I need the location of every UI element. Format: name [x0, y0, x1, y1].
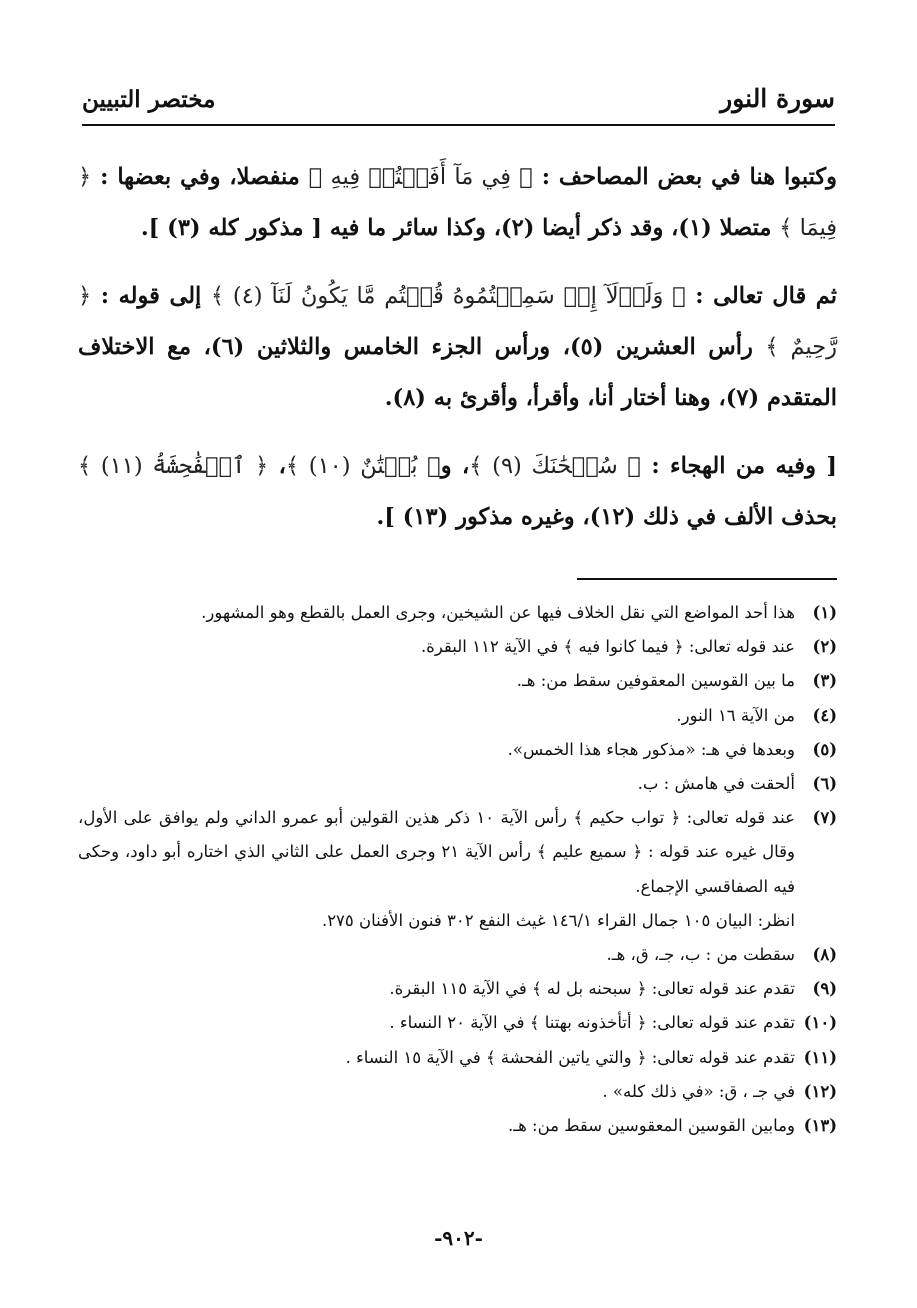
footnote-number: (٧)	[812, 808, 837, 828]
quran-quote: ﴿ وَلَوۡلَآ إِذۡ سَمِعۡتُمُوهُ قُلۡتُم مَّا يَكُونُ لَنَآ (٤) ﴾	[210, 283, 686, 309]
footnote	[78, 1041, 837, 1075]
footnote	[78, 733, 837, 767]
footnote-text: ومابين القوسين المعقوسين سقط من: هـ.	[508, 1116, 795, 1136]
footnote-text: ما بين القوسين المعقوفين سقط من: هـ.	[516, 671, 795, 691]
footnote-number: (١)	[812, 603, 837, 622]
footnote	[78, 664, 837, 698]
paragraph-1	[78, 152, 837, 254]
text-run: ،	[268, 453, 286, 479]
footnote-number: (٩)	[812, 979, 837, 999]
footnote-number: (٨)	[812, 945, 837, 965]
footnote-number: (١١)	[803, 1047, 837, 1067]
footnote-text: من الآية ١٦ النور.	[676, 705, 795, 725]
footnote-text: سقطت من : ب، جـ، ق، هـ.	[606, 945, 795, 965]
footnote	[78, 801, 837, 904]
text-run: ، و	[440, 453, 470, 479]
footnote-text: تقدم عند قوله تعالى: ﴿ سبحنه بل له ﴾ في الآية ١١٥ البقرة.	[389, 979, 795, 999]
footnote	[78, 699, 837, 733]
footnote	[78, 1006, 837, 1040]
footnote-number: (٥)	[812, 739, 837, 759]
text-run: إلى قوله :	[91, 283, 211, 309]
text-run: ثم قال تعالى :	[685, 283, 837, 309]
footnote	[78, 938, 837, 972]
footnote-text: وبعدها في هـ: «مذكور هجاء هذا الخمس».	[507, 739, 795, 759]
footnote-text: تقدم عند قوله تعالى: ﴿ أتأخذونه بهتنا ﴾ في الآية ٢٠ النساء .	[389, 1013, 795, 1033]
surah-title: سورة النور	[720, 84, 835, 113]
footnote-number: (٣)	[812, 671, 837, 691]
quran-quote: ﴿ بُهۡتَٰنٌ (١٠) ﴾	[285, 453, 441, 479]
text-run: منفصلا، وفي بعضها :	[91, 164, 309, 190]
footnote-separator	[577, 578, 837, 580]
main-text	[78, 152, 837, 543]
quran-quote: ﴿ ٱلۡفَٰحِشَةُ (١١) ﴾	[78, 453, 269, 479]
footnote-number: (٢)	[812, 637, 837, 657]
text-run: بحذف الألف في ذلك (١٢)، وغيره مذكور (١٣) ].	[376, 504, 837, 530]
paragraph-3	[78, 441, 837, 543]
text-run: وكتبوا هنا في بعض المصاحف :	[532, 164, 838, 190]
quran-quote: ﴿ فِيمَا ﴾	[78, 164, 837, 241]
footnotes	[78, 596, 837, 1143]
quran-quote: ﴿ سُبۡحَٰنَكَ (٩) ﴾	[469, 453, 641, 479]
footnote-text: تقدم عند قوله تعالى: ﴿ والتي ياتين الفحشة ﴾ في الآية ١٥ النساء .	[345, 1047, 795, 1067]
text-run: رأس العشرين (٥)، ورأس الجزء الخامس والثلاثين (٦)، مع الاختلاف المتقدم (٧)، وهنا أختار أنا، وأقرأ، وأقرئ به (٨).	[78, 334, 837, 411]
quran-quote: ﴿ رَّحِيمٌ ﴾	[78, 283, 837, 360]
book-title: مختصر التبيين	[82, 86, 216, 113]
text-run: متصلا (١)، وقد ذكر أيضا (٢)، وكذا سائر ما فيه [ مذكور كله (٣) ].	[140, 215, 780, 241]
text-run: [ وفيه من الهجاء :	[640, 453, 837, 479]
page-number: -٩٠٢-	[434, 1226, 483, 1250]
footnote-text: عند قوله تعالى: ﴿ فيما كانوا فيه ﴾ في الآية ١١٢ البقرة.	[420, 637, 795, 657]
footnote-number: (١٣)	[803, 1116, 837, 1136]
quran-quote: ﴿ فِي مَآ أَفَضۡتُمۡ فِيهِ ﴾	[308, 164, 533, 190]
footnote-number: (٦)	[812, 774, 837, 794]
footnote	[78, 972, 837, 1006]
footnote-number: (١٠)	[803, 1013, 837, 1033]
footnote	[78, 596, 837, 630]
footnote-text: عند قوله تعالى: ﴿ تواب حكيم ﴾ رأس الآية ١٠ ذكر هذين القولين أبو عمرو الداني ولم يوافق على الأول، وقال غيره عند قوله : ﴿ سميع عليم ﴾ رأس الآية ٢١ وجرى العمل على الثاني الذي اختاره أبو داود، وحكى فيه الصفاقسي الإجماع.	[78, 808, 795, 896]
footnote-reference-line: انظر: البيان ١٠٥ جمال القراء ١٤٦/١ غيث النفع ٣٠٢ فنون الأفنان ٢٧٥.	[321, 910, 795, 930]
footnote	[78, 630, 837, 664]
header-rule	[82, 124, 835, 126]
footnote-number: (١٢)	[803, 1081, 837, 1101]
paragraph-2	[78, 271, 837, 424]
footnote-text: ألحقت في هامش : ب.	[637, 774, 795, 794]
footnote-text: هذا أحد المواضع التي نقل الخلاف فيها عن الشيخين، وجرى العمل بالقطع وهو المشهور.	[201, 603, 795, 622]
footnote	[78, 1075, 837, 1109]
footnote	[78, 1109, 837, 1143]
footnote-number: (٤)	[812, 705, 837, 725]
footnote-text: في جـ ، ق: «في ذلك كله» .	[602, 1081, 795, 1101]
running-header	[82, 80, 835, 124]
footnote	[78, 767, 837, 801]
